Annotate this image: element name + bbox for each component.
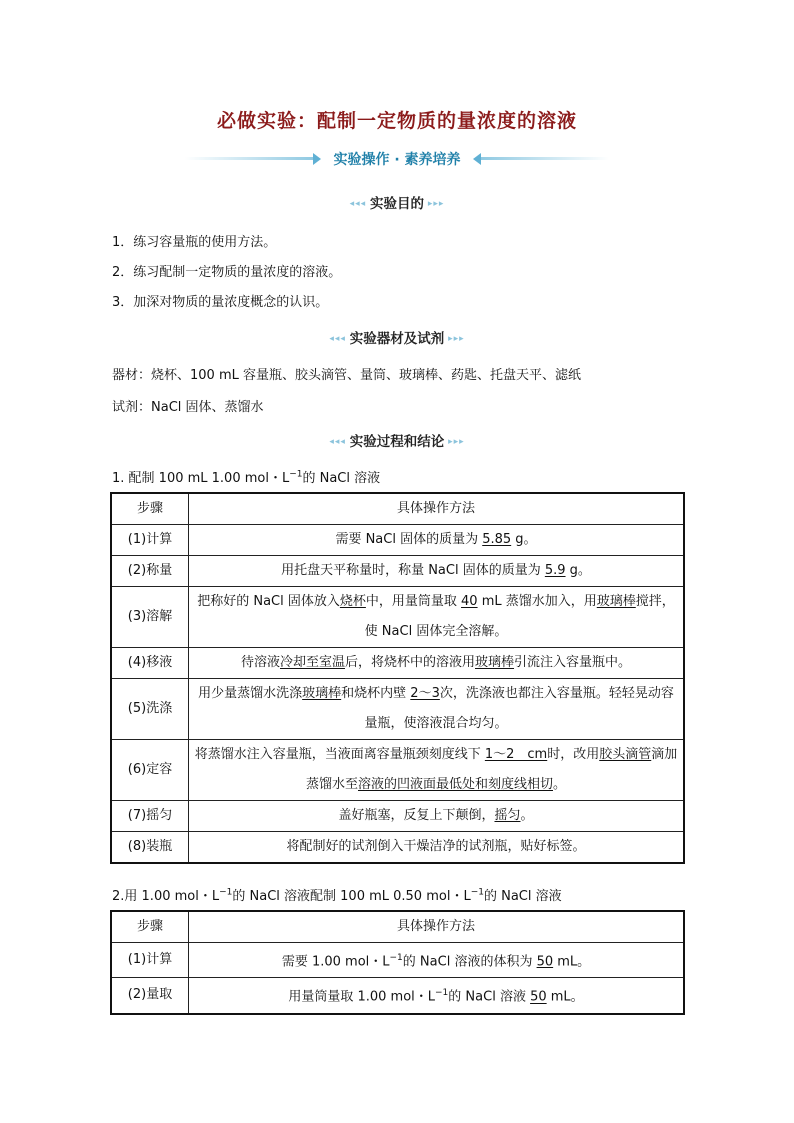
page-title: 必做实验：配制一定物质的量浓度的溶液 (216, 110, 577, 132)
heading-ornament-right: ▸▸▸ (444, 437, 465, 447)
answer-blank: 溶液的凹液面最低处和刻度线相切 (357, 777, 553, 792)
table-header-row (111, 493, 684, 525)
answer-blank: 摇匀 (494, 808, 521, 823)
method-cell (189, 648, 685, 679)
header-step: 步骤 (111, 493, 189, 525)
text: 的 NaCl 溶液 (448, 989, 531, 1005)
step-cell: (6)定容 (111, 740, 189, 801)
answer-blank: 40 (461, 594, 478, 609)
part1-heading (112, 467, 380, 486)
text: 用量筒量取 1.00 mol・L (288, 989, 436, 1005)
method-cell (189, 740, 685, 801)
table-row (111, 648, 684, 679)
table-row (111, 943, 684, 978)
section-heading-text: 实验目的 (370, 196, 424, 212)
text: 时，改用 (547, 747, 600, 762)
text: 需要 1.00 mol・L (281, 954, 390, 970)
answer-blank: 胶头滴管 (599, 747, 652, 762)
purpose-item: 1．练习容量瓶的使用方法。 (112, 235, 277, 250)
heading-text: 的 NaCl 溶液 (483, 889, 562, 904)
header-step: 步骤 (111, 911, 189, 943)
text: 次，洗涤液也都注入容量瓶。轻轻晃动容量瓶，使溶液混合均匀。 (364, 686, 674, 731)
heading-ornament-right: ▸▸▸ (444, 334, 465, 344)
method-cell (189, 525, 685, 556)
heading-ornament-left: ◂◂◂ (329, 334, 350, 344)
step-cell: (1)计算 (111, 943, 189, 978)
text: mL。 (553, 954, 591, 970)
method-cell (189, 587, 685, 648)
step-cell: (8)装瓶 (111, 832, 189, 864)
table-row (111, 978, 684, 1014)
text: 引流注入容量瓶中。 (514, 655, 632, 670)
part2-heading (112, 885, 562, 904)
text: 。 (553, 777, 567, 792)
answer-blank: 5.9 (544, 563, 566, 578)
text: mL。 (546, 989, 584, 1005)
text: 用托盘天平称量时，称量 NaCl 固体的质量为 (281, 563, 545, 578)
superscript: −1 (389, 953, 403, 963)
answer-blank: 50 (536, 954, 554, 970)
text: 将蒸馏水注入容量瓶，当液面离容量瓶颈刻度线下 (194, 747, 485, 762)
step-cell: (3)溶解 (111, 587, 189, 648)
table-row (111, 587, 684, 648)
text: 搅拌，使 NaCl 固体完全溶解。 (364, 594, 675, 639)
text: g。 (565, 563, 591, 578)
heading-text: 1. 配制 100 mL 1.00 mol・L (112, 471, 290, 486)
method-cell (189, 801, 685, 832)
text: 和烧杯内壁 (341, 686, 411, 701)
superscript: −1 (435, 988, 449, 999)
answer-blank: 冷却至室温 (279, 655, 345, 670)
table-header-row (111, 911, 684, 943)
section-heading-text: 实验过程和结论 (349, 434, 445, 450)
step-cell: (5)洗涤 (111, 679, 189, 740)
procedure-table-1 (110, 492, 685, 864)
answer-blank: 5.85 (482, 532, 512, 547)
banner-title: 实验操作 · 素养培养 (333, 152, 461, 168)
procedure-table-2 (110, 910, 685, 1015)
method-cell (189, 978, 685, 1014)
equipment-line: 器材：烧杯、100 mL 容量瓶、胶头滴管、量筒、玻璃棒、药匙、托盘天平、滤纸 (112, 368, 581, 383)
text: 后，将烧杯中的溶液用 (344, 655, 475, 670)
text: 用少量蒸馏水洗涤 (198, 686, 303, 701)
purpose-item: 2．练习配制一定物质的量浓度的溶液。 (112, 265, 342, 280)
table-row (111, 740, 684, 801)
answer-blank: 2～3 (410, 686, 440, 701)
answer-blank: 1～2 cm (484, 747, 548, 762)
answer-blank: 玻璃棒 (596, 594, 636, 609)
heading-superscript: −1 (219, 887, 233, 898)
method-cell (189, 943, 685, 978)
heading-ornament-left: ◂◂◂ (329, 437, 350, 447)
table-row (111, 801, 684, 832)
text: 。 (520, 808, 534, 823)
section-heading-text: 实验器材及试剂 (349, 331, 445, 347)
heading-superscript: −1 (289, 469, 303, 480)
section-heading-purpose (0, 192, 794, 212)
method-cell (189, 556, 685, 587)
text: g。 (511, 532, 537, 547)
answer-blank: 烧杯 (339, 594, 366, 609)
step-cell: (7)摇匀 (111, 801, 189, 832)
text: 盖好瓶塞，反复上下颠倒， (338, 808, 495, 823)
table-row (111, 556, 684, 587)
text: 待溶液 (240, 655, 280, 670)
heading-text: 的 NaCl 溶液配制 100 mL 0.50 mol・L (232, 889, 471, 904)
text: mL 蒸馏水加入，用 (477, 594, 597, 609)
heading-text: 2.用 1.00 mol・L (112, 889, 220, 904)
table-row (111, 832, 684, 864)
table-row (111, 525, 684, 556)
step-cell: (2)称量 (111, 556, 189, 587)
table-row (111, 679, 684, 740)
step-cell: (2)量取 (111, 978, 189, 1014)
heading-text: 的 NaCl 溶液 (302, 471, 381, 486)
header-method: 具体操作方法 (189, 911, 685, 943)
text: 的 NaCl 溶液的体积为 (402, 954, 537, 970)
text: 把称好的 NaCl 固体放入 (197, 594, 340, 609)
heading-ornament-right: ▸▸▸ (424, 199, 445, 209)
heading-ornament-left: ◂◂◂ (349, 199, 370, 209)
method-cell (189, 679, 685, 740)
text: 中，用量筒量取 (365, 594, 462, 609)
section-heading-process (0, 430, 794, 450)
section-banner (185, 148, 609, 170)
answer-blank: 50 (530, 989, 547, 1005)
method-cell: 将配制好的试剂倒入干燥洁净的试剂瓶，贴好标签。 (189, 832, 685, 864)
text: 需要 NaCl 固体的质量为 (335, 532, 483, 547)
reagents-line: 试剂：NaCl 固体、蒸馏水 (112, 400, 264, 415)
purpose-item: 3．加深对物质的量浓度概念的认识。 (112, 295, 329, 310)
answer-blank: 玻璃棒 (302, 686, 342, 701)
step-cell: (1)计算 (111, 525, 189, 556)
section-heading-materials (0, 327, 794, 347)
heading-superscript: −1 (470, 887, 484, 898)
text: 滴加蒸馏水至 (305, 747, 678, 792)
step-cell: (4)移液 (111, 648, 189, 679)
header-method: 具体操作方法 (189, 493, 685, 525)
answer-blank: 玻璃棒 (475, 655, 515, 670)
